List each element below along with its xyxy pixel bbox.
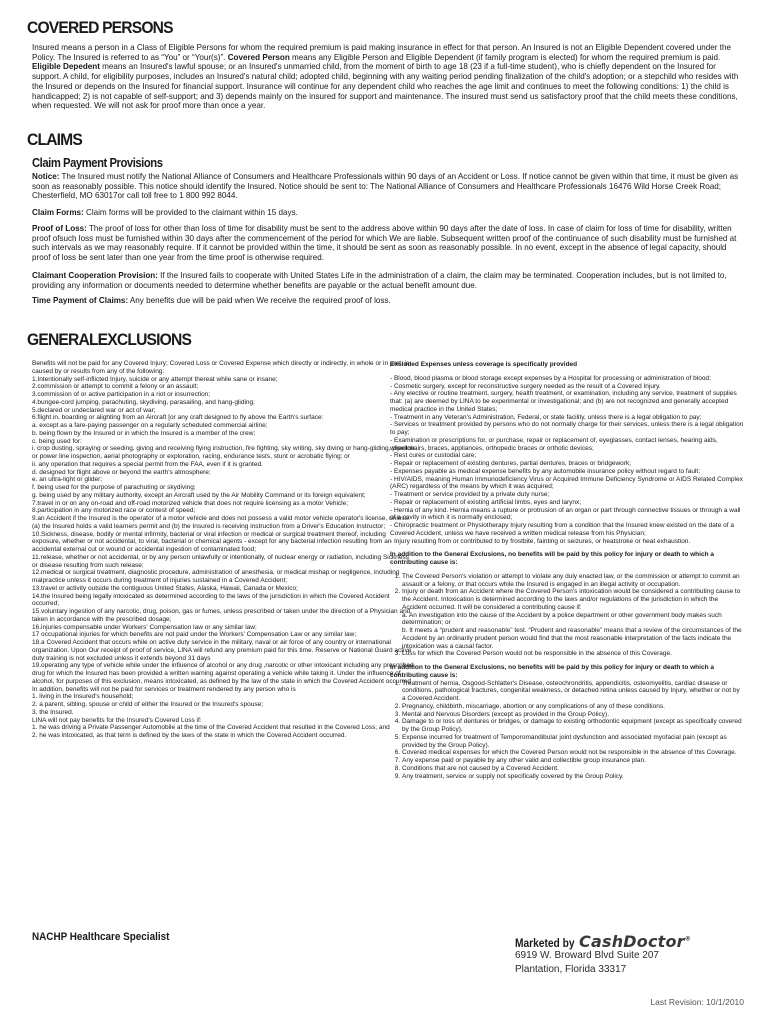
marketed-by-label: Marketed by <box>515 936 575 950</box>
excluded-expense-item: - Services or treatment provided by persons who do not normally charge for their services, unless there is a legal obligation to pay; <box>390 421 744 436</box>
covered-person-term: Covered Person <box>227 52 290 62</box>
claimant-cooperation-text: If the Insured fails to cooperate with United States Life in the administration of a claim, the claim may be terminated. Cooperation includes, but is not limited to, providing any information or documents needed to determine whether benefits are payable or the actual benefit amount due. <box>32 271 727 290</box>
excluded-expense-item: - Repair or replacement of existing artificial limbs, eyes and larynx; <box>390 498 582 506</box>
excluded-expenses-title: Excluded Expenses unless coverage is specifically provided <box>390 361 578 368</box>
proof-of-loss-paragraph <box>32 224 744 263</box>
nachp-specialist-label: NACHP Healthcare Specialist <box>32 931 170 943</box>
excluded-expense-item: - Expenses payable as medical expense benefits by any automobile insurance policy without regard to fault; <box>390 467 701 475</box>
excluded-expense-item: - Blood, blood plasma or blood storage except expenses by a Hospital for processing or administration of blood; <box>390 374 711 382</box>
covered-persons-text-1: Insured means a person in a Class of Eligible Persons for whom the required premium is paid making insurance in effect for that person. An Insured is not an Eligible Dependent covered under the Policy. The Insured is referred to as “You” or “Your(s)”. <box>32 43 732 62</box>
covered-persons-heading: COVERED PERSONS <box>27 18 173 37</box>
disease-exclusion-item: 7. Any expense paid or payable by any other valid and collectible group insurance plan. <box>402 757 744 765</box>
notice-label: Notice: <box>32 172 60 181</box>
exclusion-line: f. being used for the purpose of parachuting or skydiving; <box>32 484 196 491</box>
excluded-expense-item: - Injury resulting from or contributed to by frostbite, fainting or seizures, or heatstroke or heat exhaustion. <box>390 537 691 545</box>
exclusion-line: 15.voluntary ingestion of any narcotic, drug, poison, gas or fumes, unless prescribed or taken under the direction of a Physician and taken in accordance with the prescribed dosage; <box>32 608 411 623</box>
exclusion-line: 17 occupational injuries for which benefits are not paid under the Workers' Compensation Law or any similar law; <box>32 631 357 639</box>
exclusion-line: 13.travel or activity outside the contiguous United States, Alaska, Hawaii, Canada or Mexico; <box>32 584 298 592</box>
excluded-expense-item: - Cosmetic surgery, except for reconstructive surgery needed as the result of a Covered Injury. <box>390 382 661 390</box>
claimant-cooperation-label: Claimant Cooperation Provision: <box>32 271 158 280</box>
disease-exclusion-item: 6. Covered medical expenses for which the Covered Person would not be responsible in the absence of this Coverage. <box>402 749 744 757</box>
exclusion-line: g. being used by any military authority, except an Aircraft used by the Air Mobility Command or its foreign equivalent; <box>32 491 366 499</box>
exclusion-line: 2.commission or attempt to commit a felony or an assault; <box>32 383 199 391</box>
marketed-by-block <box>515 932 691 951</box>
excluded-expense-item: - Repair or replacement of existing dentures, partial dentures, braces or bridgework; <box>390 460 631 467</box>
exclusion-line: c. being used for: <box>32 437 82 445</box>
exclusion-line: 2. he was intoxicated, as that term is defined by the laws of the state in which the Covered Accident occurred. <box>32 732 347 739</box>
exclusions-left-column <box>32 360 416 740</box>
intoxication-item-text: Loss for which the Covered Person would not be responsible in the absence of this Coverage. <box>402 650 672 658</box>
time-payment-text: Any benefits due will be paid when We receive the required proof of loss. <box>128 296 391 305</box>
exclusion-line: i. crop dusting, spraying or seeding, giving and receiving flying instruction, fire fighting, sky writing, sky diving or hang-gliding, pipeline or power line inspection, aerial photography or exploration, racing, endurance tests, stunt or acrobatic flying; or <box>32 445 415 460</box>
eligible-dependent-term: Eligible Depedent <box>32 62 100 72</box>
intoxication-exclusion-heading: In addition to the General Exclusions, no benefits will be paid by this policy for injury or death to which a contributing cause is: <box>390 551 714 566</box>
last-revision: Last Revision: 10/1/2010 <box>650 997 744 1007</box>
excluded-expenses-list <box>390 375 744 546</box>
general-exclusions-heading: GENERALEXCLUSIONS <box>27 330 192 349</box>
exclusion-line: Benefits will not be paid for any Covered Injury; Covered Loss or Covered Expense which directly or indirectly, in whole or in part, is caused by or results from any of the following: <box>32 360 410 375</box>
covered-persons-text-3: means an Insured's lawful spouse; or an Insured's unmarried child, from the moment of birth to age 18 (23 if a full-time student), who is chiefly dependent on the Insured for support. A child, for eligibility purposes, includes an Insured's natural child; adopted child, beginning with any waiting period pending finalization of the child's adoption; or a stepchild who resides with the Insured or depends on the Insured for financial support. Insurance will continue for any dependent child who reaches the age limit and continues to meet the following conditions: 1) the child is handicapped; 2) is not capable of self-support; and 3) depends mainly on the insured for support and maintenance. The insured must send us satisfactory proof that the child meets these conditions, when requested. We will not ask for proof more than once a year. <box>32 62 739 111</box>
address-line-2: Plantation, Florida 33317 <box>515 964 627 975</box>
disease-exclusion-item: 3. Mental and Nervous Disorders (except as provided in the Group Policy). <box>402 711 744 719</box>
exclusion-line: 11.release, whether or not accidental, or by any person unlawfully or intentionally, of nuclear energy or radiation, including Sickness or disease resulting from such release; <box>32 553 409 569</box>
exclusion-line: 3.commission of or active participation in a riot or insurrection; <box>32 391 211 398</box>
excluded-expense-item: - Chiropractic treatment or Physiotherapy Injury resulting from a condition that the Insured knew existed on the date of a Covered Accident, unless we have received a written medical release from his Physician; <box>390 522 734 537</box>
exclusion-line: 14.the Insured being legally intoxicated as determined according to the laws of the jurisdiction in which the Covered Accident occurred; <box>32 592 390 608</box>
disease-exclusion-item: 8. Conditions that are not caused by a Covered Accident. <box>402 765 744 773</box>
exclusion-line: b. being flown by the Insured or in which the Insured is a member of the crew; <box>32 429 256 437</box>
exclusion-line: 5.declared or undeclared war or act of war; <box>32 406 156 414</box>
exclusion-line: 6.flight in, boarding or alighting from an Aircraft [or any craft designed to fly above the Earth's surface: <box>32 414 324 422</box>
exclusions-right-column <box>390 361 744 780</box>
disease-exclusion-item: 4. Damage to or loss of dentures or bridges, or damage to existing orthodontic equipment (except as specifically covered by the Group Policy). <box>402 718 744 734</box>
disease-exclusion-item: 9. Any treatment, service or supply not specifically covered by the Group Policy. <box>402 773 744 781</box>
exclusion-line: ii. any operation that requires a special permit from the FAA, even if it is granted. <box>32 460 263 468</box>
intoxication-item-text: Injury or death from an Accident where the Covered Person's intoxication would be considered a contributing cause to the Accident. Intoxication is determined according to the laws and/or regulations of the jurisdiction in which the Accident occurred. It will be considered a contributing cause if: <box>402 588 741 611</box>
claim-forms-paragraph <box>32 208 744 218</box>
disease-exclusion-item: 1. Treatment of hernia, Osgood-Schlatter's Disease, osteochrondritis, appendicitis, osteomyelitis, cardiac disease or conditions, pathological fractures, congenital weakness, or detached retina unless caused by Injury, whether or not by a Covered Accident. <box>402 680 744 703</box>
exclusion-line: 4.bungee-cord jumping, parachuting, skydiving, parasailing, and hang-gliding; <box>32 398 255 406</box>
claim-forms-label: Claim Forms: <box>32 208 84 217</box>
disease-exclusion-item: 2. Pregnancy, childbirth, miscarriage, abortion or any complications of any of these conditions. <box>402 703 744 711</box>
exclusion-line: 3. the Insured. <box>32 708 74 716</box>
disease-exclusion-heading: In addition to the General Exclusions, no benefits will be paid by this policy for injury or death to which a contributing cause is: <box>390 664 714 679</box>
claim-payment-provisions-heading: Claim Payment Provisions <box>32 156 163 170</box>
exclusion-line: 8.participation in any motorized race or contest of speed; <box>32 507 196 515</box>
exclusion-line: 1. living in the Insured's household; <box>32 693 134 701</box>
intoxication-item-1 <box>402 573 744 589</box>
excluded-expense-item: - Examination or prescriptions for, or purchase, repair or replacement of, eyeglasses, contact lenses, hearing aids, wheelchairs, braces, appliances, orthopedic braces or orthotic devices; <box>390 436 718 452</box>
excluded-expense-item: - HIV/AIDS, meaning Human Immunodeficiency Virus or Acquired Immune Deficiency Syndrome or AIDS Related Complex (ARC) regardless of the means by which it was acquired; <box>390 475 743 491</box>
disease-exclusion-item: 5. Expense incurred for treatment of Temporomandibular joint dysfunction and associated myofacial pain (except as provided by the Group Policy). <box>402 734 744 750</box>
notice-paragraph <box>32 172 744 201</box>
exclusion-line: 19.operating any type of vehicle while under the influence of alcohol or any drug ,narcotic or other intoxicant including any prescribed drug for which the Insured has been provided a written warning against operating a vehicle while taking it. Under the influence of alcohol, for purposes of this exclusion, means intoxicated, as defined by the law of the state in which the Covered Accident occurred <box>32 662 414 685</box>
time-payment-label: Time Payment of Claims: <box>32 296 129 305</box>
excluded-expense-item: - Rest cures or custodial care; <box>390 452 477 460</box>
intoxication-item-text: The Covered Person's violation or attempt to violate any duly enacted law, or the commission or attempt to commit an assault or a felony, or that occurs while the Insured is engaged in an illegal activity or occupation. <box>402 572 740 588</box>
exclusion-line: e. an ultra-light or glider; <box>32 476 103 484</box>
exclusion-line: 9.an Accident if the Insured is the operator of a motor vehicle and does not possess a valid motor vehicle operator's license, unless: (a) the Insured holds a valid learners permit and (b) the Insured is receiving instruction from a Driver's Education Instructor; <box>32 515 410 530</box>
exclusion-line: 1.Intentionally self-inflicted Injury, suicide or any attempt thereat while sane or insane; <box>32 375 278 383</box>
exclusion-line: 7.travel in or on any on-road and off-road motorized vehicle that does not require licensing as a motor Vehicle; <box>32 499 349 507</box>
exclusion-line: 16.injuries compensable under Workers' Compensation law or any similar law; <box>32 623 257 631</box>
exclusion-line: 2. a parent, sibling, spouse or child of either the Insured or the Insured's spouse; <box>32 701 264 708</box>
proof-of-loss-label: Proof of Loss: <box>32 224 87 233</box>
exclusion-line: In addition, benefits will not be paid for services or treatment rendered by any person who is <box>32 685 296 693</box>
disease-exclusion-list <box>390 680 744 781</box>
covered-persons-text <box>32 43 744 111</box>
intoxication-sub-a: a. An investigation into the cause of the Accident by a police department or other government body makes such determination; or <box>402 611 722 627</box>
claimant-cooperation-paragraph <box>32 271 744 290</box>
intoxication-exclusion-list <box>390 573 744 658</box>
excluded-expense-item: - Hernia of any kind. Hernia means a rupture or protrusion of an organ or part through connective tissues or through a wall of a cavity in which it is normally enclosed; <box>390 506 741 522</box>
exclusion-line: LINA will not pay benefits for the Insured's Covered Loss if: <box>32 716 202 724</box>
cash-doctor-logo <box>579 932 691 951</box>
exclusion-line: d. designed for flight above or beyond the earth's atmosphere; <box>32 468 211 476</box>
exclusion-line: 12.medical or surgical treatment, diagnostic procedure, administration of anesthesia, or medical mishap or negligence, including malpractice unless it occurs during treatment of injuries sustained in a Covered Accident; <box>32 569 400 584</box>
intoxication-sub-b: b. It meets a “prudent and reasonable” test. “Prudent and reasonable” means that a review of the circumstances of the Accident by an ordinarily prudent person would find that the most reasonable interpretation of the facts indicate the intoxication was a causal factor. <box>402 627 742 650</box>
exclusion-line: 10.Sickness, disease, bodily or mental infirmity, bacterial or viral infection or medical or surgical treatment thereof, including exposure, whether or not accidental, to viral, bacterial or chemical agents - except for any bacterial infection resulting from an accidental external cut or wound or accidental ingestion of contaminated food; <box>32 530 392 553</box>
claim-forms-text: Claim forms will be provided to the claimant within 15 days. <box>83 208 298 217</box>
excluded-expense-item: - Any elective or routine treatment, surgery, health treatment, or examination, including any service, treatment of supplies that: (a) are deemed by LINA to be experimental or investigational; and (b) are not recognized and generally accepted medical practice in the United States; <box>390 390 737 413</box>
covered-persons-text-2: means any Eligible Person and Eligible Dependent (if family program is elected) for whom the required premium is paid. <box>289 52 721 62</box>
address-line-1: 6919 W. Broward Blvd Suite 207 <box>515 950 659 961</box>
excluded-expense-item: - Treatment or service provided by a private duty nurse; <box>390 491 550 498</box>
intoxication-item-3 <box>402 650 744 658</box>
exclusion-line: 1. he was driving a Private Passenger Automobile at the time of the Covered Accident that resulted in the Covered Loss; and <box>32 724 390 732</box>
notice-text: The Insured must notify the National Alliance of Consumers and Healthcare Professionals within 90 days of an Accident or Loss. If notice cannot be given within that time, it must be given as soon as reasonably possible. This notice should identify the Insured. Notice should be sent to: The National Alliance of Consumers and Healthcare Professionals 16476 Wild Horse Creek Road; Chesterfield, MO 63017or call toll free to 1 800 992 8044. <box>32 172 739 201</box>
time-payment-paragraph <box>32 296 744 306</box>
proof-of-loss-text: The proof of loss for other than loss of time for disability must be sent to the address above within 90 days after the date of loss. In case of claim for loss of time for disability, written proof ofsuch loss must be furnished within 30 days after the commencement of the period for which We are liable. Subsequent written proof of the continuance of such disability must be furnished at such intervals as we may reasonably require. If it cannot be provided within the time, it should be sent as soon as reasonably possible. In no event, except in the absence of legal capacity, should proof of loss be sent later than one year from the time proof is otherwise required. <box>32 224 737 263</box>
brand-name: CashDoctor <box>579 932 685 951</box>
exclusion-line: a. except as a fare-paying passenger on a regularly scheduled commercial airline; <box>32 422 268 429</box>
exclusion-line: 18.a Covered Accident that occurs while on active duty service in the military, naval or air force of any country or international organization. Upon Our receipt of proof of service, LINA will refund any premium paid for this time. Reserve or National Guard active duty training is not excluded unless it extends beyond 31 days <box>32 639 412 662</box>
registered-mark: ® <box>684 935 691 943</box>
intoxication-item-2 <box>402 588 744 650</box>
excluded-expense-item: - Treatment in any Veteran's Administration, Federal, or state facility, unless there is a legal obligation to pay; <box>390 413 702 421</box>
claims-heading: CLAIMS <box>27 130 82 149</box>
